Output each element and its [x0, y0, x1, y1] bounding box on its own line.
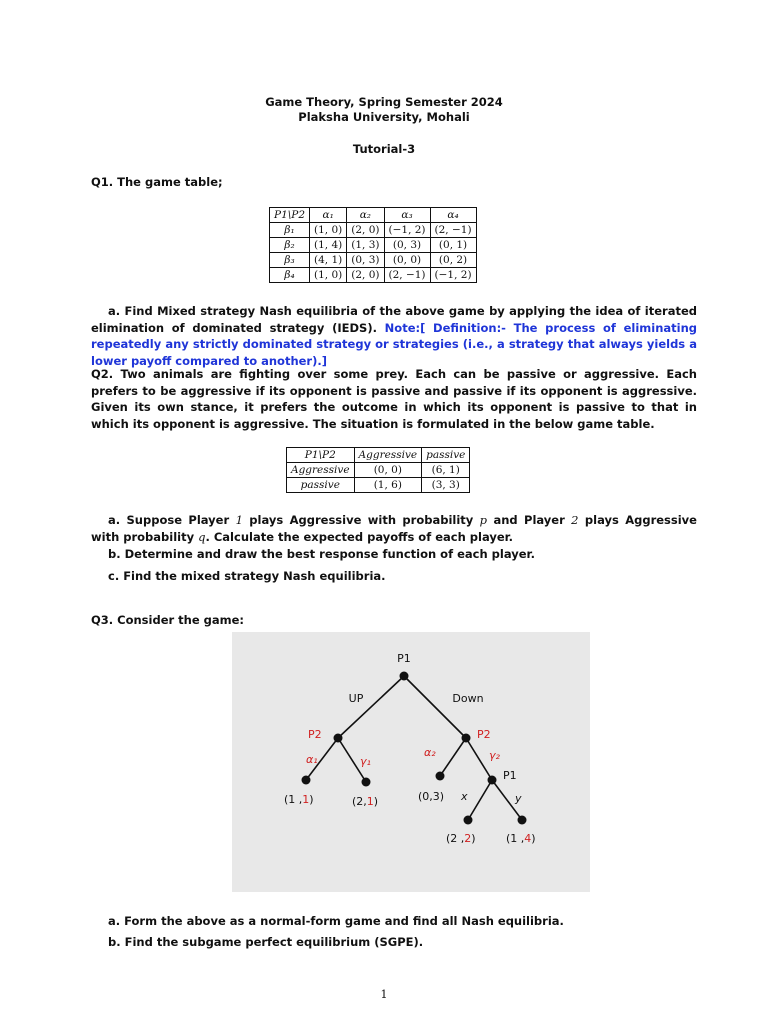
q3-title: Q3. Consider the game:: [91, 613, 245, 627]
table-row: [270, 268, 477, 283]
left-p2-label: P2: [308, 728, 322, 741]
table-cell: (−1, 2): [430, 268, 476, 283]
action-x: x: [461, 790, 468, 803]
q2-part-a-text: a. Suppose Player: [108, 513, 236, 527]
terminal-node: [436, 772, 445, 781]
q2-part-a-text: plays Aggressive with probability: [242, 513, 480, 527]
row-header: β₁: [270, 223, 310, 238]
table-row: [270, 238, 477, 253]
action-alpha1: α₁: [306, 753, 318, 766]
q1-part-a-text: a. Find Mixed strategy Nash equilibria of the above game by applying the idea of iterated elimination of dominated strategy (IEDS).: [91, 304, 697, 335]
table-corner: P1\P2: [287, 448, 355, 463]
table-cell: (1, 0): [310, 223, 347, 238]
table-cell: (1, 0): [310, 268, 347, 283]
p1-inner-node: [488, 776, 497, 785]
table-cell: (1, 3): [347, 238, 384, 253]
q1-game-table: [269, 207, 477, 283]
q2-intro: Q2. Two animals are fighting over some prey. Each can be passive or aggressive. Each prefers to be aggressive if its opponent is passive and passive if its opponent is aggressive. Given its own stance, it prefers the outcome in which its opponent is passive to that in which its opponent is aggressive. The situation is formulated in the below game table.: [91, 367, 697, 431]
table-cell: (1, 6): [354, 478, 422, 493]
row-header: β₃: [270, 253, 310, 268]
math-player-1: 1: [235, 513, 243, 527]
edge-alpha2: [440, 738, 466, 776]
table-cell: (6, 1): [422, 463, 470, 478]
column-header: passive: [422, 448, 470, 463]
row-header: β₂: [270, 238, 310, 253]
column-header: α₃: [384, 208, 430, 223]
edge-up: [338, 676, 404, 738]
q2-part-b: b. Determine and draw the best response function of each player.: [108, 547, 535, 561]
table-row: [270, 223, 477, 238]
q3-part-b: b. Find the subgame perfect equilibrium (SGPE).: [108, 935, 424, 949]
table-header-row: [287, 448, 470, 463]
math-player-2: 2: [571, 513, 579, 527]
q1-definition-note: Note:[ Definition:- The process of eliminating repeatedly any strictly dominated strategy or strategies (i.e., a strategy that always yields a lower payoff compared to another).]: [91, 320, 697, 368]
row-header: β₄: [270, 268, 310, 283]
q2-part-a-text: plays Aggressive with probability: [91, 513, 697, 544]
payoff-up-gamma1: (2,1): [352, 795, 379, 808]
table-cell: (2, 0): [347, 268, 384, 283]
right-p2-label: P2: [477, 728, 491, 741]
payoff-up-alpha1: (1 ,1): [284, 793, 314, 806]
root-player-label: P1: [397, 652, 411, 665]
table-cell: (4, 1): [310, 253, 347, 268]
table-cell: (2, −1): [430, 223, 476, 238]
table-cell: (0, 2): [430, 253, 476, 268]
table-cell: (1, 4): [310, 238, 347, 253]
table-cell: (0, 0): [384, 253, 430, 268]
action-gamma1: γ₁: [360, 755, 371, 768]
up-branch-label: UP: [348, 692, 364, 705]
table-corner: P1\P2: [270, 208, 310, 223]
column-header: α₁: [310, 208, 347, 223]
institution: Plaksha University, Mohali: [298, 110, 470, 124]
row-header: Aggressive: [287, 463, 355, 478]
inner-p1-label: P1: [503, 769, 517, 782]
table-cell: (0, 0): [354, 463, 422, 478]
table-header-row: [270, 208, 477, 223]
action-y: y: [515, 792, 522, 805]
table-cell: (0, 3): [347, 253, 384, 268]
game-tree: [232, 632, 590, 892]
tutorial-title: Tutorial-3: [352, 142, 416, 156]
terminal-node: [464, 816, 473, 825]
q2-game-table: [286, 447, 470, 493]
q1-part-a: [91, 303, 697, 369]
q2-part-c: c. Find the mixed strategy Nash equilibria.: [108, 569, 386, 583]
edge-down: [404, 676, 466, 738]
course-title: Game Theory, Spring Semester 2024: [265, 95, 503, 109]
terminal-node: [302, 776, 311, 785]
action-alpha2: α₂: [424, 746, 436, 759]
column-header: α₂: [347, 208, 384, 223]
edge-x: [468, 780, 492, 820]
column-header: Aggressive: [354, 448, 422, 463]
table-cell: (0, 1): [430, 238, 476, 253]
table-cell: (3, 3): [422, 478, 470, 493]
down-branch-label: Down: [452, 692, 484, 705]
row-header: passive: [287, 478, 355, 493]
game-tree-figure: [232, 632, 590, 892]
table-cell: (−1, 2): [384, 223, 430, 238]
table-row: [287, 478, 470, 493]
table-cell: (2, −1): [384, 268, 430, 283]
terminal-node: [362, 778, 371, 787]
q2-part-a-text: and Player: [487, 513, 572, 527]
action-gamma2: γ₂: [489, 749, 500, 762]
table-cell: (2, 0): [347, 223, 384, 238]
p2-left-node: [334, 734, 343, 743]
table-row: [287, 463, 470, 478]
q3-part-a: a. Form the above as a normal-form game and find all Nash equilibria.: [108, 914, 564, 928]
math-p: p: [479, 513, 488, 527]
p2-right-node: [462, 734, 471, 743]
table-row: [270, 253, 477, 268]
payoff-down-alpha2: (0,3): [418, 790, 445, 803]
q2-part-a: [91, 512, 697, 545]
page-number: 1: [380, 988, 388, 1001]
column-header: α₄: [430, 208, 476, 223]
q2-part-a-text: . Calculate the expected payoffs of each player.: [205, 529, 514, 544]
q1-title: Q1. The game table;: [91, 175, 223, 189]
math-q: q: [198, 529, 206, 544]
root-node: [400, 672, 409, 681]
terminal-node: [518, 816, 527, 825]
payoff-down-x: (2 ,2): [446, 832, 476, 845]
table-cell: (0, 3): [384, 238, 430, 253]
payoff-down-y: (1 ,4): [506, 832, 536, 845]
